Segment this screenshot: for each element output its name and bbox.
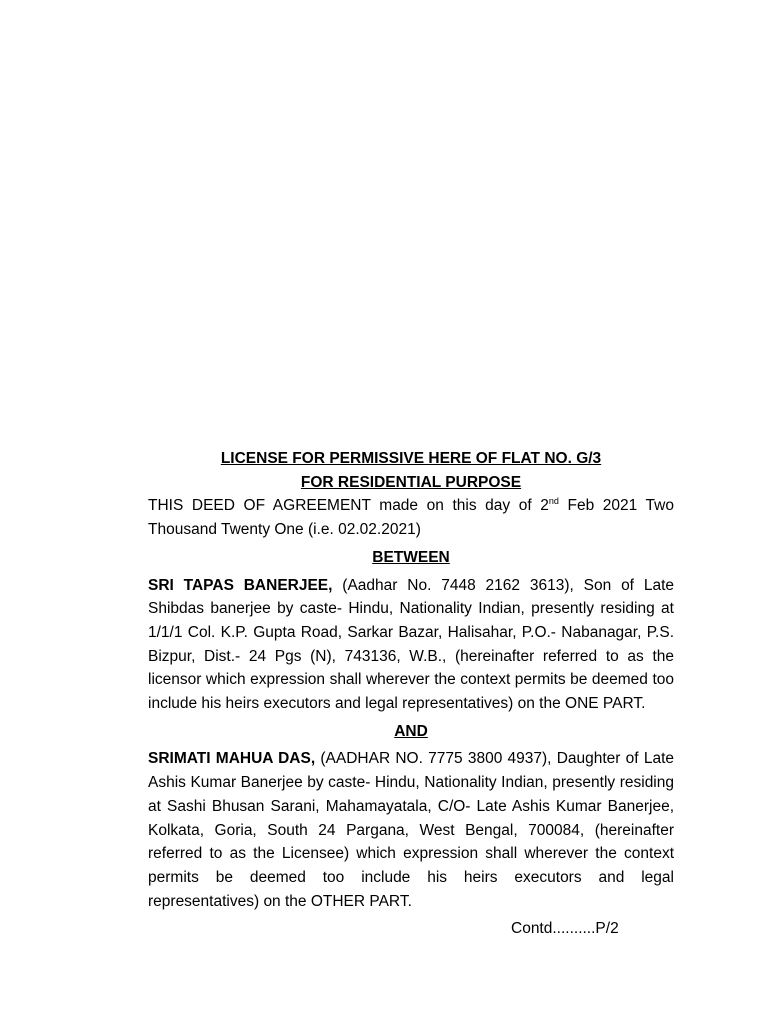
document-title-line-2: FOR RESIDENTIAL PURPOSE — [300, 473, 522, 491]
party-two-name: SRIMATI MAHUA DAS, — [148, 750, 316, 768]
intro-before-date: THIS DEED OF AGREEMENT made on this day of 2 — [148, 497, 549, 515]
continuation-note: Contd..........P/2 — [511, 920, 619, 938]
and-heading: AND — [394, 722, 428, 740]
document-title-line-1: LICENSE FOR PERMISSIVE HERE OF FLAT NO. G/3 — [220, 450, 602, 467]
party-one-details: (Aadhar No. 7448 2162 3613), Son of Late Shibdas banerjee by caste- Hindu, Nationality Indian, presently residing at 1/1/1 Col. K.P. Gupta Road, Sarkar Bazar, Halisahar, P.O.- Nabanagar, P.S. Bizpur, Dist.- 24 Pgs (N), 743136, W.B., (hereinafter referred to as the licensor which expression shall wherever the context permits be deemed too include his heirs executors and legal representatives) on the ONE PART. — [148, 576, 674, 713]
document-page — [148, 447, 674, 941]
intro-paragraph — [148, 494, 674, 541]
party-one-paragraph — [148, 574, 674, 716]
party-two-details: (AADHAR NO. 7775 3800 4937), Daughter of Late Ashis Kumar Banerjee by caste- Hindu, Nationality Indian, presently residing at Sashi Bhusan Sarani, Mahamayatala, C/O- Late Ashis Kumar Banerjee, Kolkata, Goria, South 24 Pargana, West Bengal, 700084, (hereinafter referred to as the Licensee) which expression shall wherever the context permits be deemed too include his heirs executors and legal representatives) on the OTHER PART. — [148, 750, 674, 910]
date-ordinal-suffix: nd — [548, 496, 559, 507]
party-one-name: SRI TAPAS BANERJEE, — [148, 576, 333, 594]
intro-after-date: Feb 2021 Two Thousand Twenty One (i.e. 02.02.2021) — [148, 497, 674, 539]
party-two-paragraph — [148, 747, 674, 913]
between-heading: BETWEEN — [372, 548, 450, 566]
